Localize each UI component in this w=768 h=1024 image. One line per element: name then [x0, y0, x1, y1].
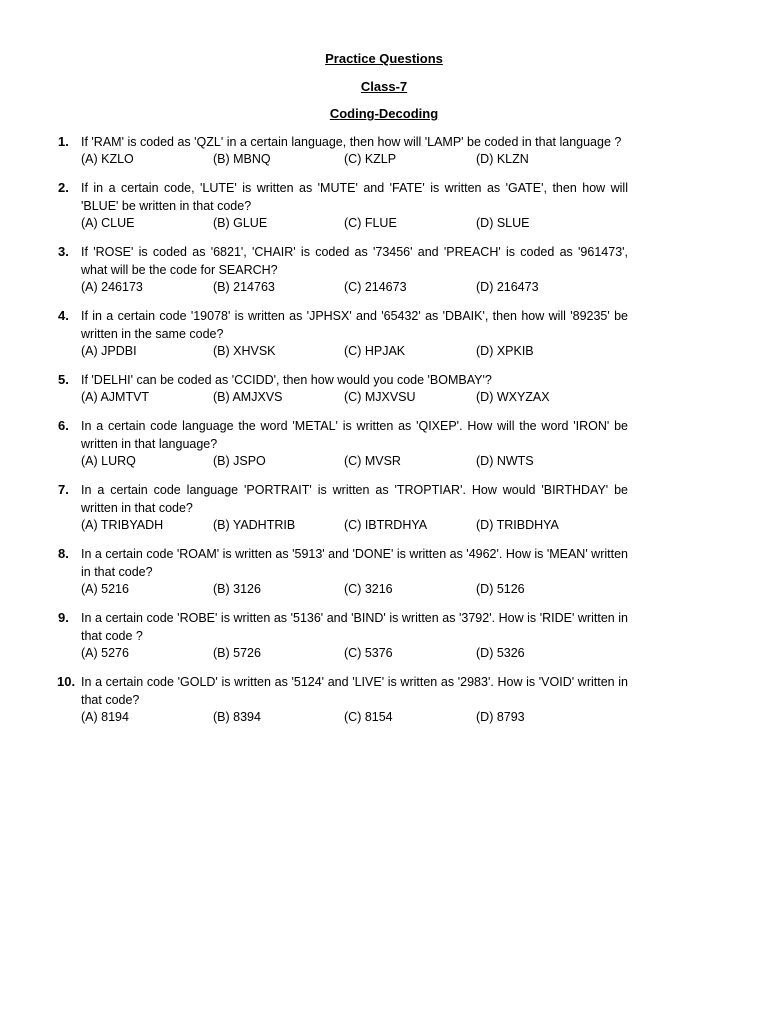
option-b: (B) AMJXVS: [213, 390, 283, 404]
option-a: (A) AJMTVT: [81, 390, 150, 404]
question-number: 5.: [58, 372, 69, 387]
question-number: 7.: [58, 482, 69, 497]
question-item: [58, 545, 628, 598]
question-item: [58, 243, 628, 296]
question-number: 4.: [58, 308, 69, 323]
option-row: [81, 517, 628, 534]
option-c: (C) FLUE: [344, 216, 397, 230]
question-item: [58, 371, 628, 406]
question-number: 3.: [58, 244, 69, 259]
question-number: 6.: [58, 418, 69, 433]
option-d: (D) NWTS: [476, 454, 534, 468]
option-row: [81, 151, 628, 168]
question-item: [58, 179, 628, 232]
option-row: [81, 581, 628, 598]
option-b: (B) 5726: [213, 646, 261, 660]
option-d: (D) WXYZAX: [476, 390, 550, 404]
option-a: (A) 5276: [81, 646, 129, 660]
question-number: 2.: [58, 180, 69, 195]
option-a: (A) 5216: [81, 582, 129, 596]
question-number: 10.: [57, 674, 76, 689]
option-row: [81, 215, 628, 232]
question-item: [58, 417, 628, 470]
option-b: (B) 214763: [213, 280, 275, 294]
question-text: If in a certain code, 'LUTE' is written as 'MUTE' and 'FATE' is written as 'GATE', then how will 'BLUE' be written in that code?: [81, 181, 628, 213]
option-a: (A) CLUE: [81, 216, 135, 230]
option-b: (B) JSPO: [213, 454, 266, 468]
option-d: (D) KLZN: [476, 152, 529, 166]
question-text: If 'RAM' is coded as 'QZL' in a certain language, then how will 'LAMP' be coded in that language ?: [81, 135, 622, 149]
option-a: (A) 246173: [81, 280, 143, 294]
option-row: [81, 279, 628, 296]
page-title: Practice Questions: [325, 51, 443, 66]
question-text: In a certain code 'ROBE' is written as '5136' and 'BIND' is written as '3792'. How is 'RIDE' written in that code ?: [81, 611, 628, 643]
question-text: In a certain code 'ROAM' is written as '5913' and 'DONE' is written as '4962'. How is 'MEAN' written in that code?: [81, 547, 628, 579]
option-a: (A) 8194: [81, 710, 129, 724]
question-text: If 'DELHI' can be coded as 'CCIDD', then how would you code 'BOMBAY'?: [81, 373, 492, 387]
topic-heading: Coding-Decoding: [329, 106, 439, 121]
question-text: In a certain code 'GOLD' is written as '5124' and 'LIVE' is written as '2983'. How is 'VOID' written in that code?: [81, 675, 628, 707]
option-c: (C) MVSR: [344, 454, 401, 468]
option-d: (D) 216473: [476, 280, 539, 294]
question-item: [58, 481, 628, 534]
option-b: (B) GLUE: [213, 216, 268, 230]
class-label: Class-7: [360, 79, 408, 94]
option-c: (C) KZLP: [344, 152, 397, 166]
question-item: [58, 133, 628, 168]
option-b: (B) XHVSK: [213, 344, 276, 358]
question-number: 1.: [58, 134, 69, 149]
option-c: (C) IBTRDHYA: [344, 518, 428, 532]
option-row: [81, 709, 628, 726]
option-a: (A) KZLO: [81, 152, 134, 166]
question-item: [58, 673, 628, 726]
question-item: [58, 307, 628, 360]
question-list: [58, 133, 628, 737]
question-number: 8.: [58, 546, 69, 561]
option-d: (D) SLUE: [476, 216, 530, 230]
option-d: (D) 5126: [476, 582, 525, 596]
option-b: (B) 3126: [213, 582, 261, 596]
question-text: In a certain code language the word 'METAL' is written as 'QIXEP'. How will the word 'IRON' be written in that language?: [81, 419, 628, 451]
question-number: 9.: [58, 610, 69, 625]
option-c: (C) 5376: [344, 646, 393, 660]
option-b: (B) 8394: [213, 710, 261, 724]
option-d: (D) 8793: [476, 710, 525, 724]
option-c: (C) 3216: [344, 582, 393, 596]
question-text: In a certain code language 'PORTRAIT' is written as 'TROPTIAR'. How would 'BIRTHDAY' be written in that code?: [81, 483, 628, 515]
option-row: [81, 389, 628, 406]
option-c: (C) MJXVSU: [344, 390, 416, 404]
option-c: (C) HPJAK: [344, 344, 406, 358]
option-row: [81, 645, 628, 662]
option-c: (C) 214673: [344, 280, 407, 294]
option-row: [81, 453, 628, 470]
option-c: (C) 8154: [344, 710, 393, 724]
option-b: (B) MBNQ: [213, 152, 271, 166]
question-item: [58, 609, 628, 662]
question-text: If 'ROSE' is coded as '6821', 'CHAIR' is coded as '73456' and 'PREACH' is coded as '961473', what will be the code for SEARCH?: [81, 245, 628, 277]
option-d: (D) XPKIB: [476, 344, 534, 358]
option-d: (D) TRIBDHYA: [476, 518, 559, 532]
option-b: (B) YADHTRIB: [213, 518, 296, 532]
option-a: (A) TRIBYADH: [81, 518, 164, 532]
option-a: (A) JPDBI: [81, 344, 137, 358]
question-text: If in a certain code '19078' is written as 'JPHSX' and '65432' as 'DBAIK', then how will '89235' be written in the same code?: [81, 309, 628, 341]
option-d: (D) 5326: [476, 646, 525, 660]
option-row: [81, 343, 628, 360]
option-a: (A) LURQ: [81, 454, 136, 468]
